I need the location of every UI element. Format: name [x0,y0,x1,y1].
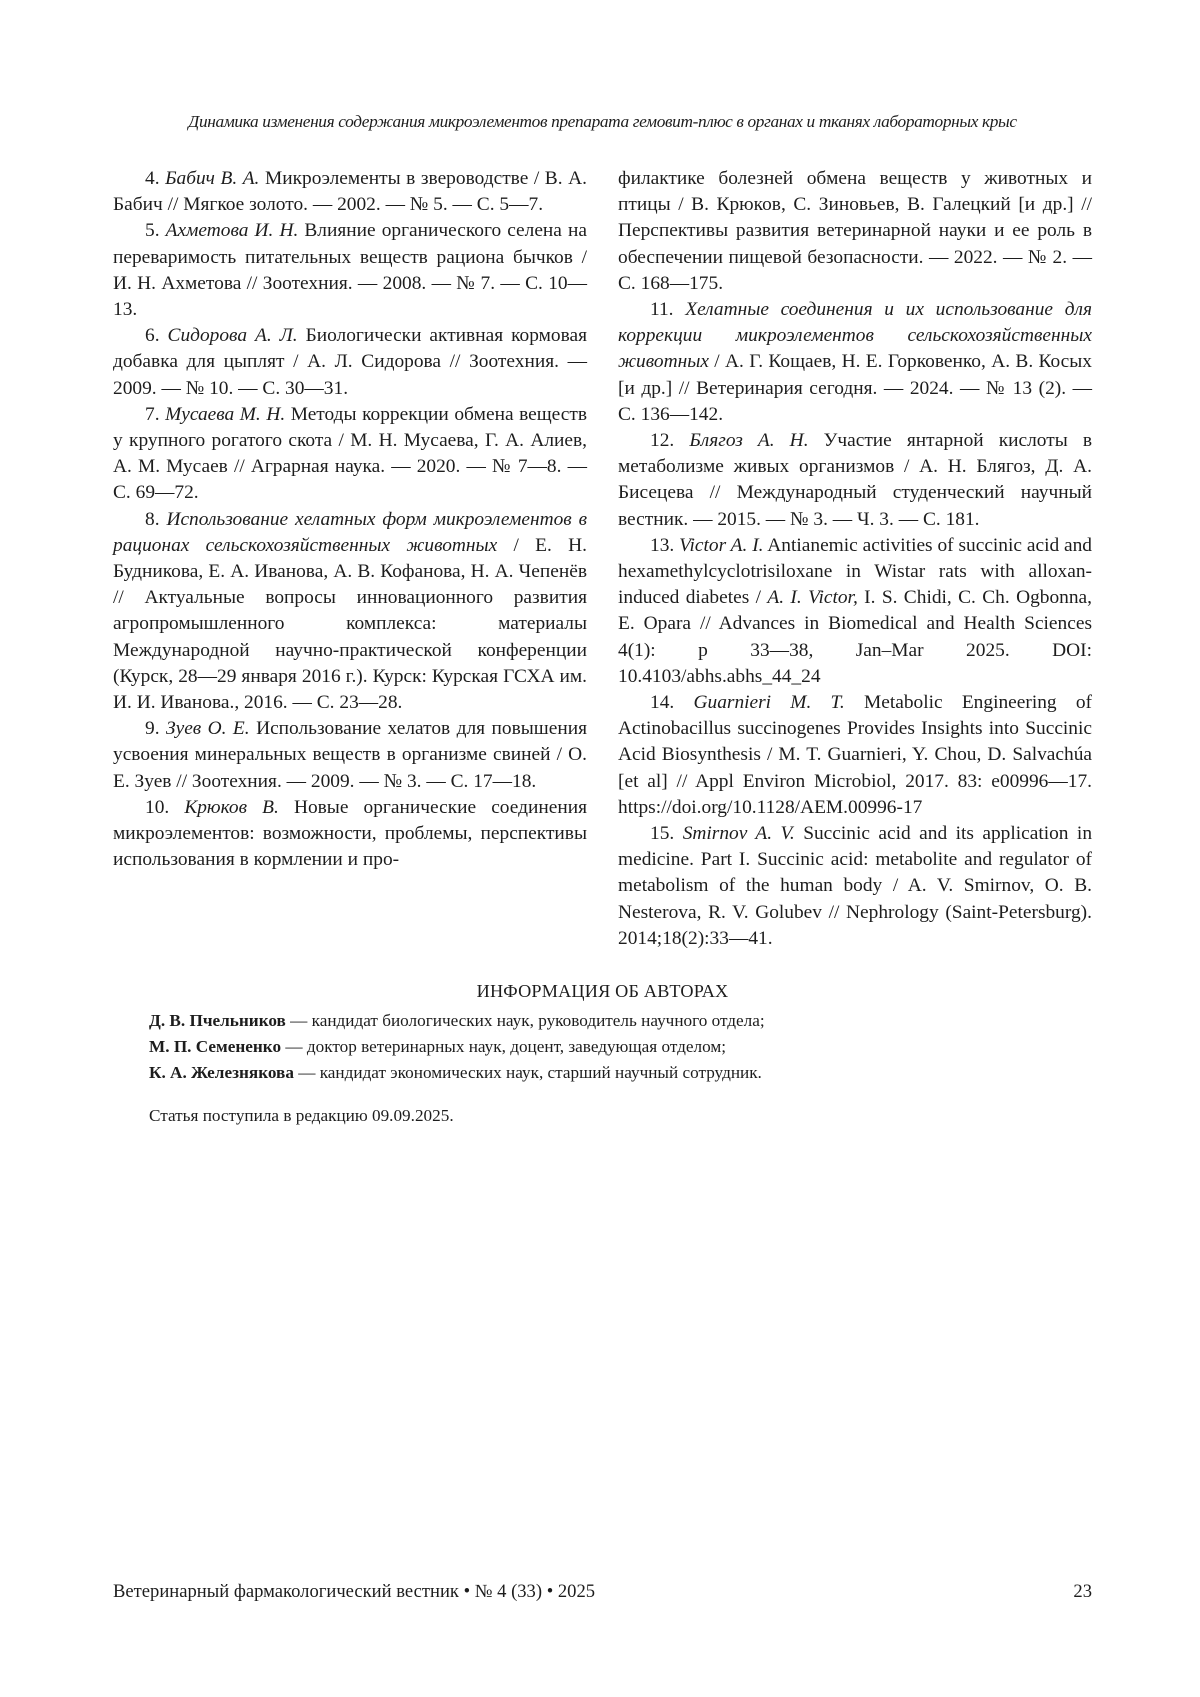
reference-item: 14. Guarnieri M. T. Metabolic Engineering of Actinobacillus succinogenes Provides Insights into Succinic Acid Biosynthesis / M. T. Guarnieri, Y. Chou, D. Salvachúa [et al] // Appl Environ Microbiol, 2017. 83: e00996—17. https://doi.org/10.1128/AEM.00996-17 [618,692,1092,818]
reference-item: 5. Ахметова И. Н. Влияние органического селена на переваримость питательных веществ рациона бычков / И. Н. Ахметова // Зоотехния. — 2008. — № 7. — С. 10—13. [113,220,587,321]
reference-item: 6. Сидорова А. Л. Биологически активная кормовая добавка для цыплят / А. Л. Сидорова // Зоотехния. — 2009. — № 10. — С. 30—31. [113,325,587,399]
reference-item: 11. Хелатные соединения и их использование для коррекции микроэлементов сельскохозяйственных животных / А. Г. Кощаев, Н. Е. Горковенко, А. В. Косых [и др.] // Ветеринария сегодня. — 2024. — № 13 (2). — С. 136—142. [618,299,1092,425]
received-date: Статья поступила в редакцию 09.09.2025. [149,1106,454,1125]
reference-item: 15. Smirnov A. V. Succinic acid and its application in medicine. Part I. Succinic acid: metabolite and regulator of metabolism of the human body / A. V. Smirnov, O. B. Nesterova, R. V. Golubev // Nephrology (Saint-Petersburg). 2014;18(2):33—41. [618,823,1093,949]
author-entry: К. А. Железнякова — кандидат экономических наук, старший научный сотрудник. [149,1063,762,1082]
authors-info-heading: ИНФОРМАЦИЯ ОБ АВТОРАХ [476,981,729,1001]
author-entry: М. П. Семененко — доктор ветеринарных наук, доцент, заведующая отделом; [149,1037,726,1056]
reference-item: 9. Зуев О. Е. Использование хелатов для повышения усвоения минеральных веществ в организме свиней / О. Е. Зуев // Зоотехния. — 2009. — № 3. — С. 17—18. [113,718,587,792]
reference-item: 8. Использование хелатных форм микроэлементов в рационах сельскохозяйственных животных / Е. Н. Будникова, Е. А. Иванова, А. В. Кофанова, Н. А. Чепенёв // Актуальные вопросы инновационного развития агропромышленного комплекса: материалы Международной научно-практической конференции (Курск, 28—29 января 2016 г.). Курск: Курская ГСХА им. И. И. Иванова., 2016. — С. 23—28. [113,508,587,714]
left-column [113,166,587,873]
reference-item: 4. Бабич В. А. Микроэлементы в звероводстве / В. А. Бабич // Мягкое золото. — 2002. — № 5. — С. 5—7. [113,168,587,216]
reference-continuation: филактике болезней обмена веществ у животных и птицы / В. Крюков, С. Зиновьев, В. Галецкий [и др.] // Перспективы развития ветеринарной науки и ее роль в обеспечении пищевой безопасности. — 2022. — № 2. — С. 168—175. [618,168,1092,294]
reference-item: 7. Мусаева М. Н. Методы коррекции обмена веществ у крупного рогатого скота / М. Н. Мусаева, Г. А. Алиев, А. М. Мусаев // Аграрная наука. — 2020. — № 7—8. — С. 69—72. [113,403,587,504]
reference-item: 10. Крюков В. Новые органические соединения микроэлементов: возможности, проблемы, перспективы использования в кормлении и про- [113,796,587,871]
reference-item: 13. Victor A. I. Antianemic activities of succinic acid and hexamethylcyclotrisiloxane in Wistar rats with alloxan-induced diabetes / A. I. Victor, I. S. Chidi, C. Ch. Ogbonna, E. Opara // Advances in Biomedical and Health Sciences 4(1): p 33—38, Jan–Mar 2025. DOI: 10.4103/abhs.abhs_44_24 [618,534,1093,687]
page-number: 23 [1073,1581,1092,1602]
right-column [618,166,1092,952]
reference-item: 12. Блягоз А. Н. Участие янтарной кислоты в метаболизме живых организмов / А. Н. Блягоз, Д. А. Бисецева // Международный студенческий научный вестник. — 2015. — № 3. — Ч. 3. — С. 181. [618,430,1092,530]
running-title: Динамика изменения содержания микроэлементов препарата гемовит-плюс в органах и тканях лабораторных крыс [188,112,1017,131]
author-entry: Д. В. Пчельников — кандидат биологических наук, руководитель научного отдела; [149,1011,765,1030]
references-columns [113,166,1092,956]
journal-name: Ветеринарный фармакологический вестник • № 4 (33) • 2025 [113,1581,596,1602]
authors-list [149,1008,1109,1086]
